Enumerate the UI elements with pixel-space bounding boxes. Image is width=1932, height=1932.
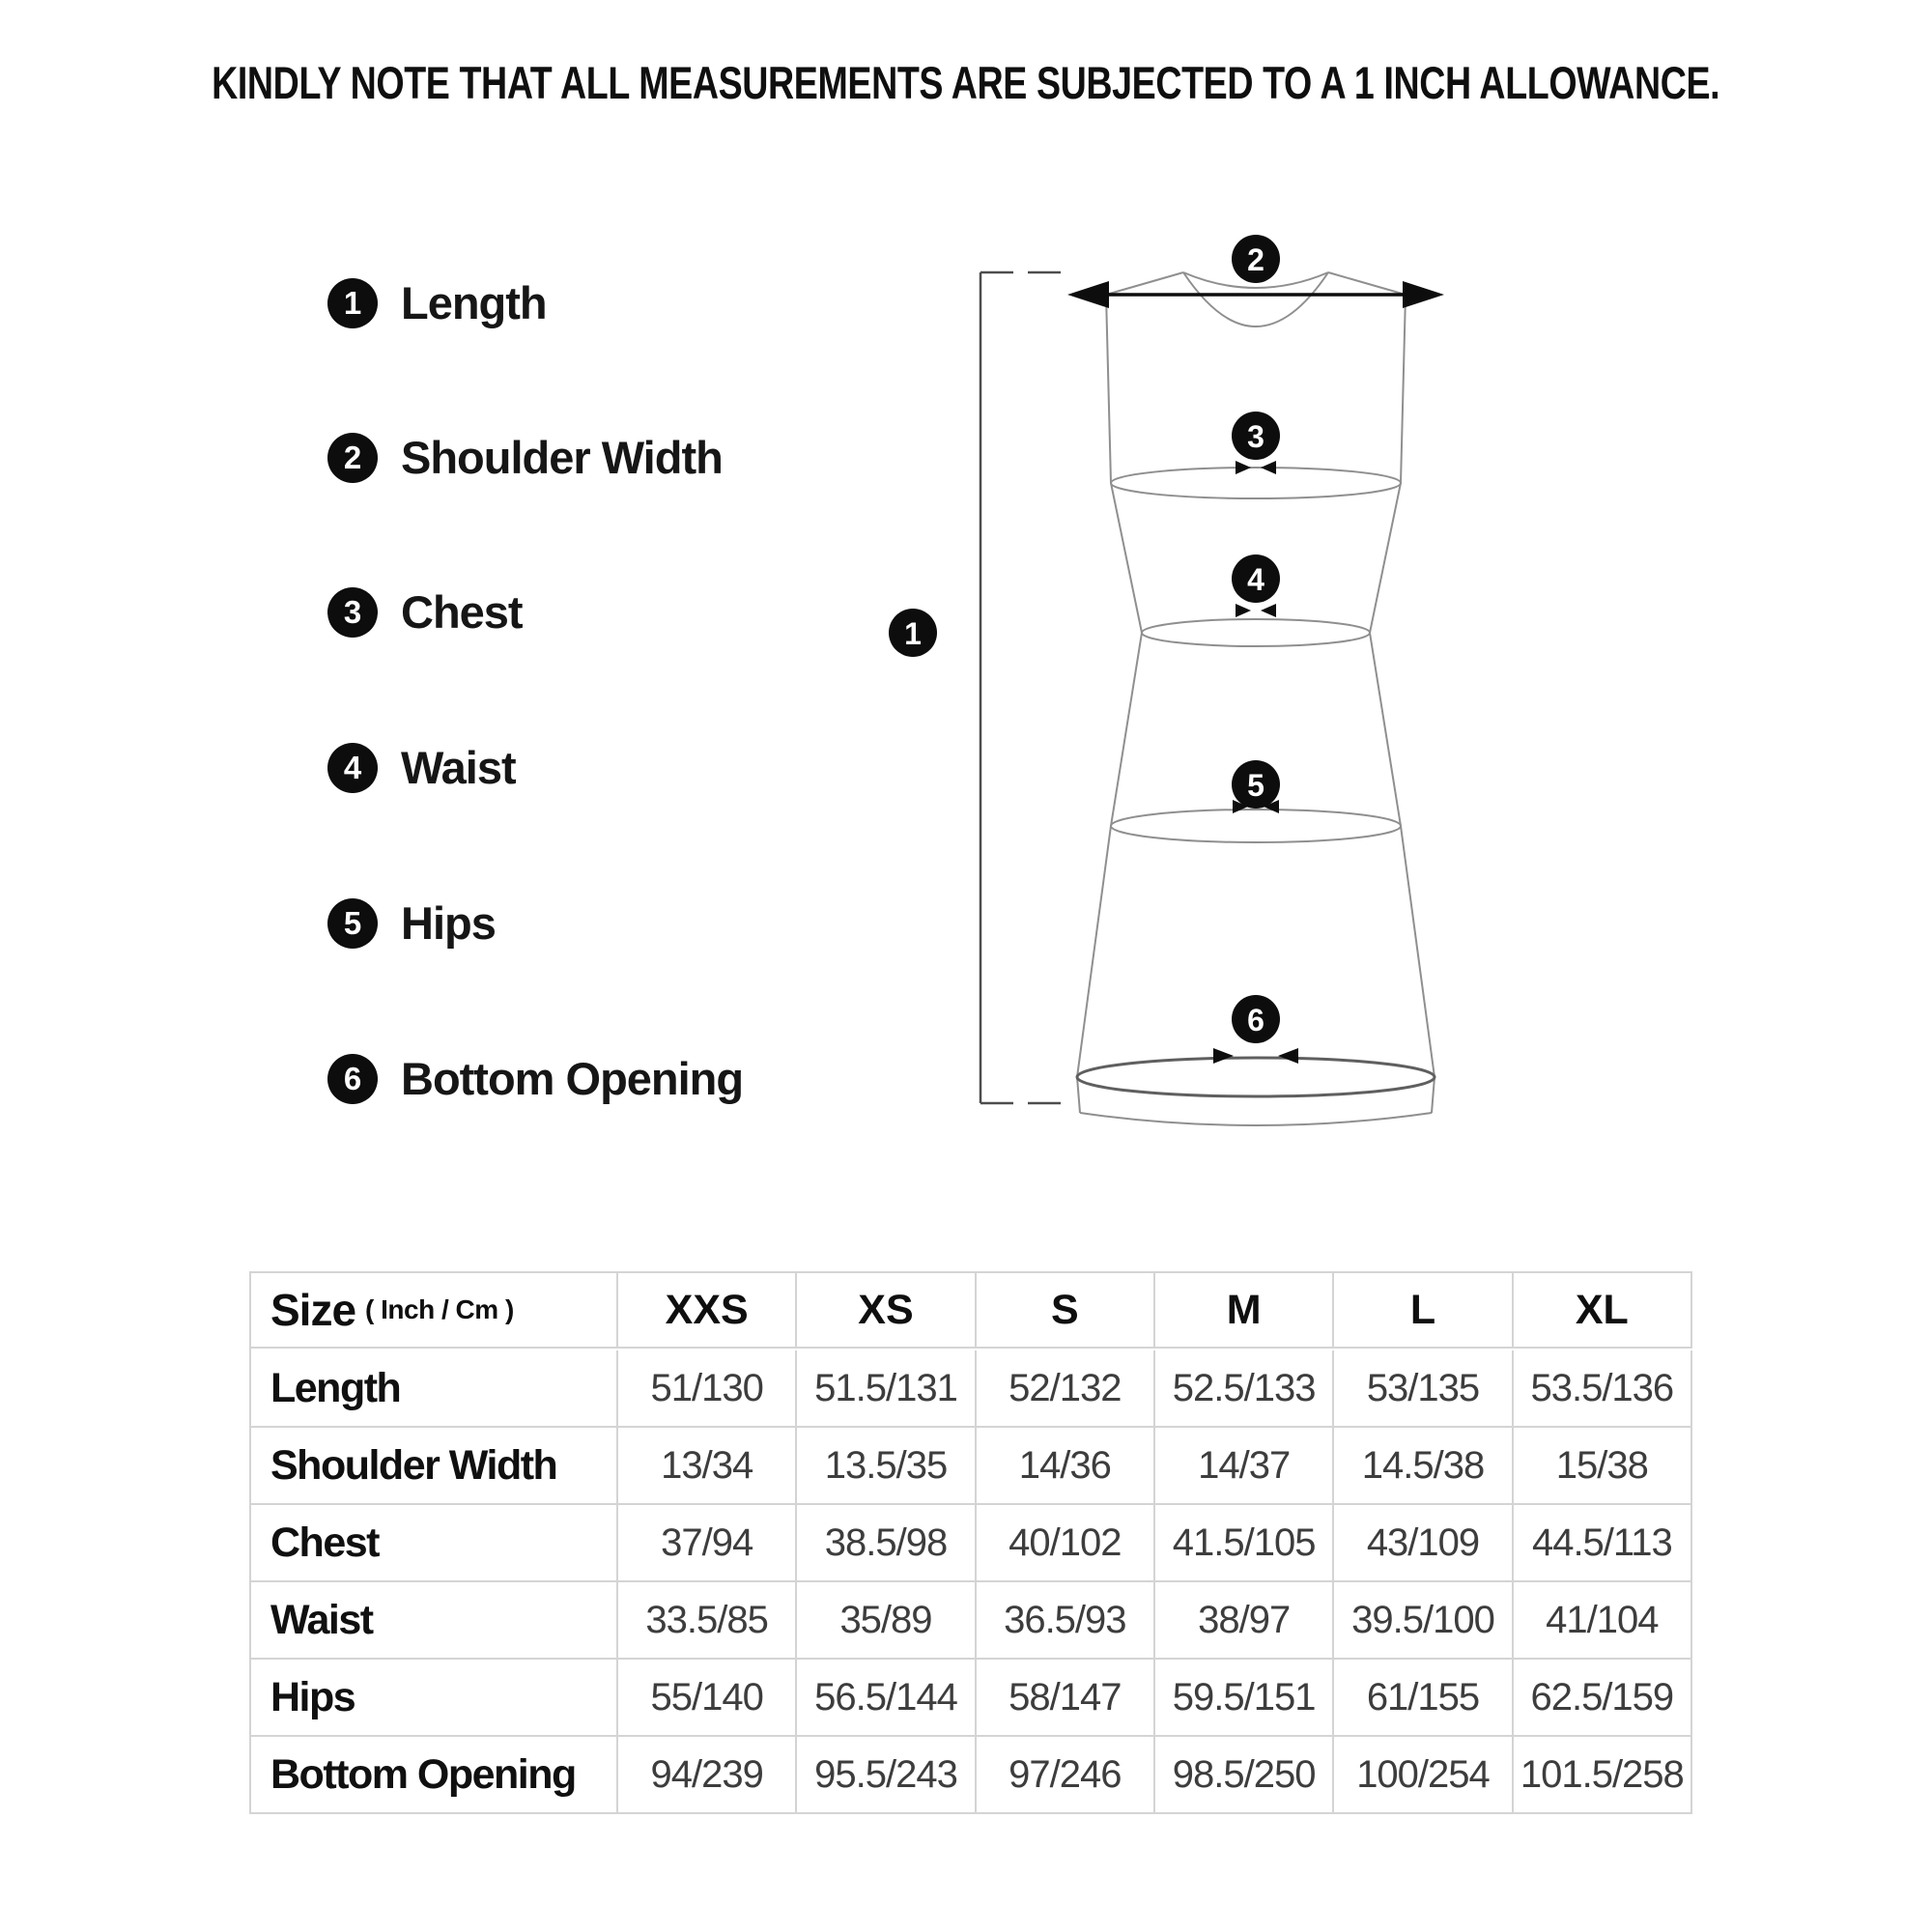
- cell-shoulder-xl: [1514, 1428, 1692, 1505]
- cell-value: 14/36: [1018, 1443, 1111, 1487]
- cell-value: 100/254: [1356, 1752, 1490, 1796]
- number-2-badge-icon: [327, 433, 378, 483]
- row-label-text: Shoulder Width: [270, 1441, 557, 1489]
- waist-arrows-icon: [1236, 604, 1276, 617]
- row-label-text: Hips: [270, 1673, 355, 1720]
- cell-value: 35/89: [839, 1598, 932, 1641]
- chest-line: [1111, 468, 1401, 498]
- row-label-text: Length: [270, 1364, 401, 1411]
- row-label-chest: [251, 1505, 618, 1582]
- badge-number: 4: [343, 749, 362, 785]
- cell-value: 56.5/144: [814, 1675, 957, 1719]
- cell-value: 52.5/133: [1172, 1366, 1316, 1409]
- number-5-badge-icon: [327, 898, 378, 949]
- cell-shoulder-l: [1334, 1428, 1513, 1505]
- row-label-waist: [251, 1582, 618, 1660]
- cell-chest-xs: [797, 1505, 976, 1582]
- allowance-note-wrap: [0, 56, 1932, 109]
- number-1-badge-icon: [327, 278, 378, 328]
- marker-number: 4: [1247, 562, 1264, 597]
- cell-value: 14/37: [1198, 1443, 1291, 1487]
- badge-number: 6: [343, 1060, 362, 1096]
- cell-value: 58/147: [1009, 1675, 1122, 1719]
- dress-measurement-diagram: [869, 232, 1546, 1159]
- cell-chest-s: [977, 1505, 1155, 1582]
- cell-value: 61/155: [1366, 1675, 1480, 1719]
- cell-value: 13/34: [661, 1443, 753, 1487]
- legend-label-hips: Hips: [401, 897, 496, 949]
- cell-waist-s: [977, 1582, 1155, 1660]
- cell-value: 53.5/136: [1530, 1366, 1674, 1409]
- cell-hips-xxs: [618, 1660, 797, 1737]
- cell-value: 41.5/105: [1172, 1520, 1316, 1564]
- cell-length-xl: [1514, 1350, 1692, 1428]
- cell-value: 53/135: [1366, 1366, 1480, 1409]
- cell-hips-l: [1334, 1660, 1513, 1737]
- marker-number: 1: [904, 616, 922, 651]
- marker-number: 5: [1247, 768, 1264, 803]
- row-label-length: [251, 1350, 618, 1428]
- badge-number: 3: [343, 593, 362, 630]
- size-col-xxs: [618, 1273, 797, 1349]
- cell-shoulder-s: [977, 1428, 1155, 1505]
- marker-number: 3: [1247, 419, 1264, 454]
- size-col-l: [1334, 1273, 1513, 1349]
- cell-chest-m: [1155, 1505, 1334, 1582]
- cell-waist-l: [1334, 1582, 1513, 1660]
- cell-length-xxs: [618, 1350, 797, 1428]
- cell-value: 55/140: [650, 1675, 763, 1719]
- legend-label-chest: Chest: [401, 586, 523, 638]
- diagram-marker-4-icon: [1232, 554, 1280, 603]
- diagram-marker-6-icon: [1232, 995, 1280, 1043]
- cell-value: 38/97: [1198, 1598, 1291, 1641]
- cell-length-s: [977, 1350, 1155, 1428]
- size-col-label: M: [1226, 1286, 1262, 1333]
- size-table: [249, 1271, 1692, 1814]
- legend-item-length: [327, 276, 547, 329]
- cell-chest-xl: [1514, 1505, 1692, 1582]
- marker-number: 2: [1247, 242, 1264, 277]
- cell-hips-s: [977, 1660, 1155, 1737]
- legend-label-waist: Waist: [401, 742, 516, 793]
- cell-bottom-l: [1334, 1737, 1513, 1814]
- waist-line: [1142, 619, 1370, 646]
- row-label-text: Waist: [270, 1596, 373, 1643]
- cell-length-m: [1155, 1350, 1334, 1428]
- cell-bottom-m: [1155, 1737, 1334, 1814]
- cell-chest-l: [1334, 1505, 1513, 1582]
- cell-shoulder-xs: [797, 1428, 976, 1505]
- cell-waist-m: [1155, 1582, 1334, 1660]
- cell-value: 59.5/151: [1172, 1675, 1316, 1719]
- badge-number: 5: [343, 904, 362, 941]
- cell-length-xs: [797, 1350, 976, 1428]
- number-6-badge-icon: [327, 1054, 378, 1104]
- cell-value: 39.5/100: [1351, 1598, 1494, 1641]
- cell-value: 44.5/113: [1531, 1520, 1672, 1564]
- row-label-bottom-opening: [251, 1737, 618, 1814]
- size-unit: ( Inch / Cm ): [365, 1294, 514, 1324]
- cell-value: 33.5/85: [645, 1598, 768, 1641]
- cell-value: 14.5/38: [1361, 1443, 1485, 1487]
- legend-label-shoulder-width: Shoulder Width: [401, 432, 723, 483]
- cell-hips-m: [1155, 1660, 1334, 1737]
- diagram-marker-3-icon: [1232, 412, 1280, 460]
- cell-value: 13.5/35: [824, 1443, 948, 1487]
- legend-item-hips: [327, 896, 496, 950]
- size-table-header-size: [251, 1273, 618, 1349]
- cell-value: 43/109: [1366, 1520, 1480, 1564]
- size-col-label: XL: [1575, 1286, 1629, 1333]
- marker-number: 6: [1247, 1003, 1264, 1037]
- diagram-marker-2-icon: [1232, 235, 1280, 283]
- size-col-s: [977, 1273, 1155, 1349]
- size-col-xs: [797, 1273, 976, 1349]
- hips-line: [1111, 810, 1401, 842]
- size-col-xl: [1514, 1273, 1692, 1349]
- size-col-label: S: [1050, 1286, 1079, 1333]
- cell-length-l: [1334, 1350, 1513, 1428]
- cell-value: 52/132: [1009, 1366, 1122, 1409]
- cell-bottom-s: [977, 1737, 1155, 1814]
- legend-item-shoulder-width: [327, 431, 723, 484]
- shoulder-width-arrow-icon: [1067, 281, 1444, 308]
- cell-value: 97/246: [1009, 1752, 1122, 1796]
- allowance-note: KINDLY NOTE THAT ALL MEASUREMENTS ARE SUBJECTED TO A 1 INCH ALLOWANCE.: [212, 57, 1720, 108]
- cell-waist-xs: [797, 1582, 976, 1660]
- cell-value: 62.5/159: [1530, 1675, 1674, 1719]
- cell-value: 41/104: [1546, 1598, 1659, 1641]
- length-bracket: [980, 272, 1067, 1103]
- legend-item-chest: [327, 585, 523, 639]
- diagram-marker-5-icon: [1232, 760, 1280, 809]
- cell-waist-xl: [1514, 1582, 1692, 1660]
- badge-number: 1: [343, 284, 362, 321]
- cell-value: 37/94: [661, 1520, 753, 1564]
- cell-value: 51.5/131: [814, 1366, 957, 1409]
- cell-value: 15/38: [1555, 1443, 1648, 1487]
- size-col-m: [1155, 1273, 1334, 1349]
- cell-value: 51/130: [650, 1366, 763, 1409]
- cell-shoulder-xxs: [618, 1428, 797, 1505]
- legend-item-bottom-opening: [327, 1052, 743, 1105]
- legend-label-length: Length: [401, 277, 547, 328]
- size-col-label: XS: [858, 1286, 914, 1333]
- size-col-label: L: [1409, 1286, 1436, 1333]
- size-title: Size: [270, 1285, 356, 1335]
- legend-label-bottom-opening: Bottom Opening: [401, 1053, 744, 1104]
- bottom-opening-arrows-icon: [1213, 1048, 1298, 1064]
- cell-bottom-xs: [797, 1737, 976, 1814]
- cell-hips-xs: [797, 1660, 976, 1737]
- cell-value: 101.5/258: [1520, 1752, 1684, 1796]
- cell-value: 95.5/243: [814, 1752, 957, 1796]
- size-col-label: XXS: [665, 1286, 749, 1333]
- row-label-hips: [251, 1660, 618, 1737]
- cell-waist-xxs: [618, 1582, 797, 1660]
- cell-hips-xl: [1514, 1660, 1692, 1737]
- row-label-shoulder-width: [251, 1428, 618, 1505]
- badge-number: 2: [343, 439, 362, 475]
- cell-value: 98.5/250: [1172, 1752, 1316, 1796]
- number-3-badge-icon: [327, 587, 378, 638]
- cell-shoulder-m: [1155, 1428, 1334, 1505]
- bottom-opening-line: [1077, 1058, 1435, 1096]
- legend-item-waist: [327, 741, 516, 794]
- diagram-marker-1-icon: [889, 609, 937, 657]
- cell-value: 94/239: [650, 1752, 763, 1796]
- row-label-text: Bottom Opening: [270, 1750, 576, 1798]
- number-4-badge-icon: [327, 743, 378, 793]
- cell-bottom-xxs: [618, 1737, 797, 1814]
- cell-chest-xxs: [618, 1505, 797, 1582]
- cell-value: 38.5/98: [824, 1520, 948, 1564]
- cell-bottom-xl: [1514, 1737, 1692, 1814]
- row-label-text: Chest: [270, 1519, 379, 1566]
- cell-value: 36.5/93: [1004, 1598, 1126, 1641]
- cell-value: 40/102: [1009, 1520, 1122, 1564]
